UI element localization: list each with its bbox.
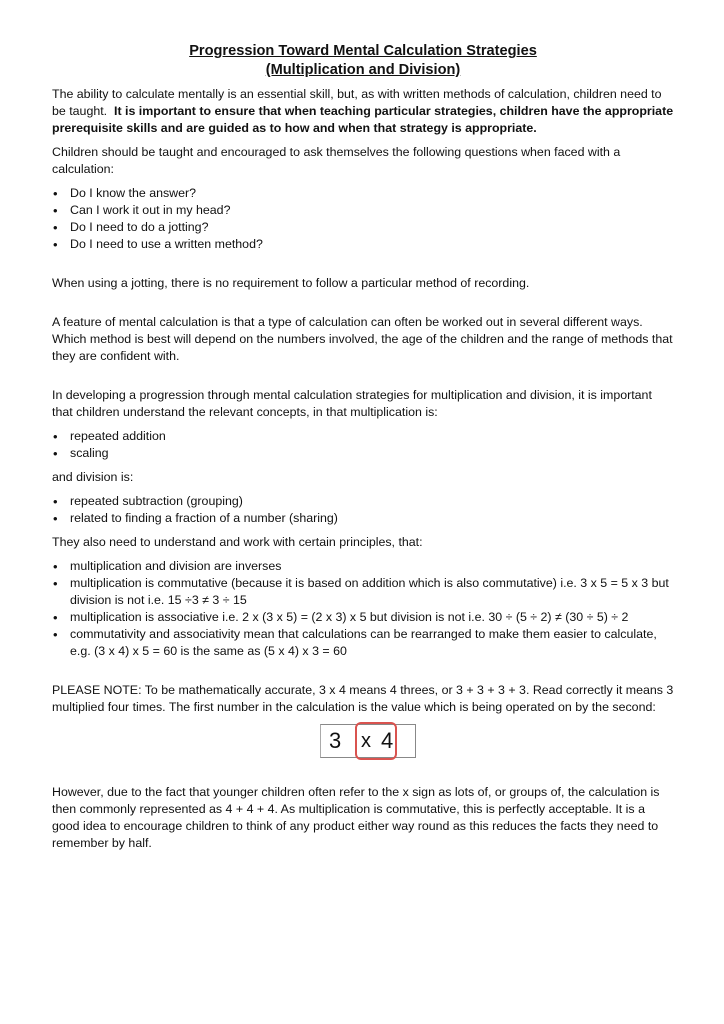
figure-first-number: 3 — [329, 728, 342, 753]
list-item: • multiplication is commutative (because it is based on addition which is also commutative) i.e. 3 x 5 = 5 x 3 but division is not i.e. 15 ÷3 ≠ 3 ÷ 15 — [52, 575, 674, 609]
note-paragraph: PLEASE NOTE: To be mathematically accurate, 3 x 4 means 4 threes, or 3 + 3 + 3 + 3. Read correctly it means 3 multiplied four times. The first number in the calculation is the value which is being operated on by the second: — [52, 683, 674, 714]
multiplication-figure — [320, 724, 416, 758]
list-item: • multiplication is associative i.e. 2 x (3 x 5) = (2 x 3) x 5 but division is not i.e. 30 ÷ (5 ÷ 2) ≠ (30 ÷ 5) ÷ 2 — [52, 609, 674, 626]
multiplication-concepts-list — [52, 428, 674, 462]
division-concepts-list — [52, 493, 674, 527]
figure-operator: x — [361, 730, 371, 752]
list-item: • multiplication and division are inverses — [52, 558, 674, 575]
list-item: • commutativity and associativity mean that calculations can be rearranged to make them easier to calculate, e.g. (3 x 4) x 5 = 60 is the same as (5 x 4) x 3 = 60 — [52, 626, 674, 660]
title-line-1: Progression Toward Mental Calculation Strategies — [189, 43, 537, 59]
principles-list — [52, 558, 674, 660]
intro-paragraph — [52, 86, 674, 137]
list-item: • Do I know the answer? — [52, 185, 674, 202]
questions-intro: Children should be taught and encouraged to ask themselves the following questions when faced with a calculation: — [52, 145, 621, 176]
intro-text: The ability to calculate mentally is an essential skill, but, as with written methods of calculation, children need to be taught. — [52, 87, 662, 118]
list-item: • repeated subtraction (grouping) — [52, 493, 674, 510]
document-title — [52, 42, 674, 80]
list-item: • Can I work it out in my head? — [52, 202, 674, 219]
feature-paragraph: A feature of mental calculation is that a type of calculation can often be worked out in several different ways. Which method is best will depend on the numbers involved, the age of the children and the range of methods that they are confident with. — [52, 315, 673, 363]
jotting-paragraph: When using a jotting, there is no requirement to follow a particular method of recording. — [52, 276, 530, 290]
progression-paragraph: In developing a progression through mental calculation strategies for multiplication and division, it is important that children understand the relevant concepts, in that multiplication is: — [52, 388, 652, 419]
title-line-2: (Multiplication and Division) — [265, 62, 461, 78]
final-paragraph: However, due to the fact that younger children often refer to the x sign as lots of, or groups of, the calculation is then commonly represented as 4 + 4 + 4. As multiplication is commutative, this is perfectly acceptable. It is a good idea to encourage children to think of any product either way round as this reduces the facts they need to remember by half. — [52, 785, 660, 850]
figure-second-number: 4 — [381, 728, 394, 753]
list-item: • Do I need to do a jotting? — [52, 219, 674, 236]
division-intro: and division is: — [52, 470, 134, 484]
list-item: • related to finding a fraction of a number (sharing) — [52, 510, 674, 527]
questions-list — [52, 185, 674, 253]
list-item: • repeated addition — [52, 428, 674, 445]
list-item: • Do I need to use a written method? — [52, 236, 674, 253]
list-item: • scaling — [52, 445, 674, 462]
intro-bold-text: It is important to ensure that when teaching particular strategies, children have the appropriate prerequisite skills and are guided as to how and when that strategy is appropriate. — [52, 104, 674, 135]
principles-intro: They also need to understand and work with certain principles, that: — [52, 535, 423, 549]
